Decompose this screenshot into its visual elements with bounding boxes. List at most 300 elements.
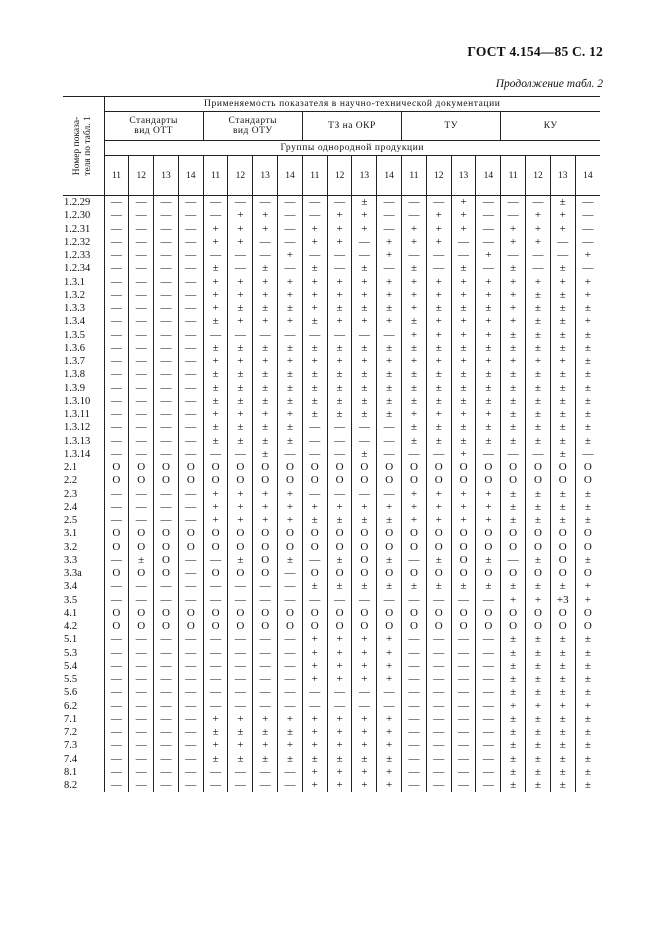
table-row [63, 633, 600, 646]
table-cell: — [129, 395, 154, 408]
table-cell: + [302, 355, 327, 368]
table-cell: ± [327, 554, 352, 567]
table-cell: — [402, 766, 427, 779]
table-cell: + [526, 223, 551, 236]
table-cell: + [377, 633, 402, 646]
table-cell: + [426, 329, 451, 342]
table-cell: O [129, 567, 154, 580]
table-row [63, 223, 600, 236]
table-cell: O [278, 607, 303, 620]
row-label: 1.3.10 [64, 395, 91, 407]
table-cell: O [327, 607, 352, 620]
table-cell: ± [402, 421, 427, 434]
table-cell: — [129, 368, 154, 381]
table-cell: + [253, 355, 278, 368]
table-cell: ± [377, 395, 402, 408]
table-cell: — [377, 594, 402, 607]
table-cell: O [575, 541, 600, 554]
table-cell: — [203, 686, 228, 699]
table-cell: + [550, 209, 575, 222]
table-row [63, 276, 600, 289]
table-cell: O [451, 527, 476, 540]
table-cell: + [575, 700, 600, 713]
table-cell: ± [501, 633, 526, 646]
table-cell: O [501, 527, 526, 540]
table-cell: + [278, 289, 303, 302]
table-cell: + [402, 289, 427, 302]
table-cell: ± [352, 448, 377, 461]
table-row [63, 329, 600, 342]
table-cell: O [302, 474, 327, 487]
table-cell: — [154, 236, 179, 249]
table-cell: — [377, 329, 402, 342]
table-cell: — [154, 249, 179, 262]
table-cell: O [550, 541, 575, 554]
table-row [63, 766, 600, 779]
table-cell: ± [377, 342, 402, 355]
table-cell: O [228, 461, 253, 474]
table-cell: — [129, 726, 154, 739]
table-cell: — [476, 633, 501, 646]
row-label: 3.3 [64, 554, 78, 566]
table-cell: O [377, 474, 402, 487]
table-cell: ± [526, 713, 551, 726]
table-cell: ± [550, 448, 575, 461]
table-cell: O [476, 541, 501, 554]
table-cell: — [377, 196, 402, 210]
table-cell: ± [228, 342, 253, 355]
table-cell: — [278, 567, 303, 580]
table-cell: — [104, 766, 129, 779]
table-cell: + [228, 355, 253, 368]
table-cell: + [426, 315, 451, 328]
table-cell: — [129, 501, 154, 514]
table-cell: — [104, 262, 129, 275]
table-cell: — [129, 580, 154, 593]
table-cell: + [327, 766, 352, 779]
table-cell: ± [550, 726, 575, 739]
table-cell: + [327, 647, 352, 660]
table-cell: ± [526, 686, 551, 699]
table-cell: — [377, 700, 402, 713]
table-cell: O [377, 541, 402, 554]
table-cell: — [526, 196, 551, 210]
table-cell: + [451, 355, 476, 368]
table-cell: — [228, 262, 253, 275]
table-cell: — [203, 196, 228, 210]
table-cell: + [203, 713, 228, 726]
table-cell: O [178, 461, 203, 474]
table-row [63, 501, 600, 514]
table-cell: + [501, 289, 526, 302]
table-cell: + [327, 726, 352, 739]
table-cell: + [352, 289, 377, 302]
table-cell: + [302, 766, 327, 779]
table-cell: + [228, 289, 253, 302]
table-cell: ± [203, 368, 228, 381]
row-label: 1.3.8 [64, 369, 85, 381]
table-row [63, 474, 600, 487]
table-cell: ± [352, 262, 377, 275]
table-cell: O [228, 527, 253, 540]
table-cell: — [104, 448, 129, 461]
table-cell: O [104, 541, 129, 554]
table-cell: + [426, 355, 451, 368]
table-cell: — [426, 713, 451, 726]
table-cell: — [253, 779, 278, 792]
row-label: 1.3.3 [64, 303, 85, 315]
table-cell: O [104, 620, 129, 633]
table-cell: — [104, 435, 129, 448]
table-cell: ± [526, 673, 551, 686]
table-cell: + [228, 713, 253, 726]
table-cell: — [426, 726, 451, 739]
table-cell: — [327, 686, 352, 699]
table-cell: O [426, 541, 451, 554]
table-row [63, 342, 600, 355]
row-label: 1.2.34 [64, 263, 91, 275]
table-cell: ± [253, 368, 278, 381]
table-cell: ± [302, 315, 327, 328]
table-cell: O [203, 567, 228, 580]
table-cell: + [526, 355, 551, 368]
table-cell: O [526, 527, 551, 540]
table-cell: — [402, 700, 427, 713]
table-cell: O [575, 527, 600, 540]
table-cell: O [402, 607, 427, 620]
table-cell: ± [253, 448, 278, 461]
table-cell: + [253, 514, 278, 527]
table-cell: + [526, 209, 551, 222]
table-cell: — [129, 196, 154, 210]
table-cell: — [302, 448, 327, 461]
table-cell: — [575, 262, 600, 275]
row-label: 4.2 [64, 621, 78, 633]
table-cell: — [253, 633, 278, 646]
table-cell: + [253, 408, 278, 421]
table-cell: ± [501, 753, 526, 766]
table-cell: — [129, 289, 154, 302]
table-cell: O [501, 541, 526, 554]
table-cell: — [129, 700, 154, 713]
table-cell: ± [501, 726, 526, 739]
table-cell: O [526, 541, 551, 554]
table-cell: ± [526, 514, 551, 527]
table-cell: ± [501, 673, 526, 686]
table-cell: + [550, 355, 575, 368]
table-cell: O [327, 541, 352, 554]
table-cell: — [327, 435, 352, 448]
table-cell: ± [253, 421, 278, 434]
table-cell: — [154, 753, 179, 766]
table-cell: O [129, 541, 154, 554]
table-cell: — [129, 342, 154, 355]
table-row [63, 196, 600, 210]
table-row [63, 726, 600, 739]
table-cell: — [451, 673, 476, 686]
table-cell: — [129, 673, 154, 686]
table-cell: — [253, 686, 278, 699]
table-cell: — [402, 594, 427, 607]
table-cell: — [129, 435, 154, 448]
table-cell: — [402, 686, 427, 699]
table-cell: O [203, 541, 228, 554]
table-cell: ± [327, 368, 352, 381]
row-label: 1.3.13 [64, 435, 91, 447]
table-cell: + [501, 315, 526, 328]
table-cell: O [327, 567, 352, 580]
table-cell: O [228, 474, 253, 487]
table-cell: — [129, 355, 154, 368]
table-cell: — [426, 753, 451, 766]
table-cell: — [203, 660, 228, 673]
table-cell: — [178, 329, 203, 342]
table-cell: — [402, 647, 427, 660]
table-cell: — [178, 209, 203, 222]
table-cell: — [178, 395, 203, 408]
table-cell: + [352, 660, 377, 673]
table-cell: O [104, 607, 129, 620]
table-cell: + [327, 223, 352, 236]
table-cell: + [426, 209, 451, 222]
table-cell: O [426, 567, 451, 580]
table-cell: — [178, 488, 203, 501]
table-cell: — [154, 779, 179, 792]
table-cell: O [302, 541, 327, 554]
table-cell: — [154, 580, 179, 593]
row-label: 8.2 [64, 780, 78, 792]
table-cell: — [104, 289, 129, 302]
table-cell: — [129, 329, 154, 342]
table-cell: O [203, 474, 228, 487]
table-row [63, 368, 600, 381]
table-cell: ± [402, 435, 427, 448]
table-cell: — [278, 448, 303, 461]
table-row [63, 236, 600, 249]
table-cell: — [402, 209, 427, 222]
table-cell: — [402, 554, 427, 567]
table-cell: ± [203, 395, 228, 408]
row-label: 1.3.4 [64, 316, 85, 328]
group-header: ТЗ на ОКР [302, 112, 401, 141]
table-cell: ± [550, 329, 575, 342]
table-cell: — [402, 753, 427, 766]
row-label: 1.3.7 [64, 356, 85, 368]
table-cell: + [228, 501, 253, 514]
table-cell: — [154, 501, 179, 514]
table-cell: ± [501, 514, 526, 527]
table-cell: + [302, 633, 327, 646]
table-cell: + [352, 739, 377, 752]
table-cell: + [402, 329, 427, 342]
table-cell: ± [253, 262, 278, 275]
table-cell: O [550, 474, 575, 487]
table-cell: ± [575, 686, 600, 699]
table-cell: — [178, 594, 203, 607]
table-cell: + [377, 673, 402, 686]
table-cell: ± [352, 382, 377, 395]
table-cell: O [154, 620, 179, 633]
table-cell: + [352, 633, 377, 646]
table-cell: O [575, 461, 600, 474]
table-cell: — [253, 580, 278, 593]
table-cell: +3 [550, 594, 575, 607]
table-cell: ± [550, 289, 575, 302]
table-cell: — [476, 647, 501, 660]
table-cell: — [575, 223, 600, 236]
table-cell: — [501, 209, 526, 222]
table-cell: — [104, 739, 129, 752]
table-cell: — [501, 448, 526, 461]
table-cell: O [426, 527, 451, 540]
table-cell: — [178, 633, 203, 646]
table-cell: ± [550, 647, 575, 660]
table-cell: — [203, 329, 228, 342]
table-cell: ± [426, 554, 451, 567]
table-cell: O [476, 474, 501, 487]
table-cell: — [129, 739, 154, 752]
table-cell: ± [278, 368, 303, 381]
table-cell: O [476, 461, 501, 474]
table-cell: ± [402, 368, 427, 381]
table-cell: ± [451, 421, 476, 434]
table-cell: ± [203, 435, 228, 448]
table-cell: ± [302, 382, 327, 395]
table-cell: — [178, 779, 203, 792]
table-cell: O [501, 474, 526, 487]
table-cell: — [178, 289, 203, 302]
table-row [63, 580, 600, 593]
table-cell: ± [426, 342, 451, 355]
table-cell: — [178, 753, 203, 766]
table-cell: — [178, 686, 203, 699]
table-cell: ± [451, 580, 476, 593]
column-number: 12 [426, 156, 451, 196]
table-cell: ± [526, 647, 551, 660]
table-cell: ± [526, 302, 551, 315]
table-cell: + [451, 514, 476, 527]
table-cell: ± [501, 647, 526, 660]
table-cell: O [327, 474, 352, 487]
table-cell: — [203, 249, 228, 262]
table-cell: — [402, 196, 427, 210]
table-cell: ± [526, 329, 551, 342]
table-cell: — [402, 249, 427, 262]
table-cell: + [278, 315, 303, 328]
table-cell: O [402, 527, 427, 540]
table-cell: — [451, 700, 476, 713]
table-cell: ± [550, 753, 575, 766]
table-cell: ± [501, 395, 526, 408]
table-cell: ± [526, 739, 551, 752]
table-cell: O [278, 527, 303, 540]
table-cell: + [352, 223, 377, 236]
table-cell: — [228, 448, 253, 461]
table-cell: — [352, 236, 377, 249]
table-cell: ± [575, 753, 600, 766]
table-cell: ± [501, 766, 526, 779]
row-label: 8.1 [64, 766, 78, 778]
table-cell: ± [253, 382, 278, 395]
table-cell: ± [501, 342, 526, 355]
table-cell: + [476, 315, 501, 328]
table-cell: + [302, 779, 327, 792]
row-label: 6.2 [64, 700, 78, 712]
table-cell: ± [352, 302, 377, 315]
table-cell: — [352, 594, 377, 607]
table-cell: + [501, 276, 526, 289]
table-cell: + [402, 302, 427, 315]
table-cell: ± [575, 514, 600, 527]
table-cell: + [451, 196, 476, 210]
table-cell: — [327, 249, 352, 262]
table-cell: — [104, 554, 129, 567]
table-cell: ± [228, 753, 253, 766]
table-cell: O [203, 461, 228, 474]
table-cell: + [327, 236, 352, 249]
table-cell: ± [476, 368, 501, 381]
table-cell: — [402, 779, 427, 792]
table-cell: ± [476, 580, 501, 593]
table-cell: — [302, 488, 327, 501]
table-cell: — [178, 355, 203, 368]
table-cell: — [178, 501, 203, 514]
table-cell: — [327, 262, 352, 275]
table-cell: — [129, 315, 154, 328]
table-cell: — [129, 262, 154, 275]
table-cell: O [154, 527, 179, 540]
row-label: 1.3.12 [64, 422, 91, 434]
table-cell: O [228, 567, 253, 580]
table-cell: ± [526, 408, 551, 421]
table-cell: + [228, 514, 253, 527]
table-cell: + [327, 276, 352, 289]
table-cell: ± [451, 302, 476, 315]
table-cell: O [426, 474, 451, 487]
table-cell: + [426, 514, 451, 527]
table-cell: ± [228, 368, 253, 381]
table-cell: — [501, 196, 526, 210]
table-cell: + [402, 223, 427, 236]
table-cell: — [203, 700, 228, 713]
table-cell: — [154, 276, 179, 289]
table-cell: — [352, 249, 377, 262]
table-cell: + [426, 223, 451, 236]
table-cell: O [129, 620, 154, 633]
table-cell: + [426, 276, 451, 289]
table-cell: — [476, 209, 501, 222]
table-cell: ± [402, 395, 427, 408]
column-number: 11 [402, 156, 427, 196]
table-cell: ± [203, 421, 228, 434]
table-cell: — [104, 223, 129, 236]
table-cell: — [129, 633, 154, 646]
row-header-cell [63, 97, 104, 196]
table-cell: O [426, 607, 451, 620]
table-cell: — [426, 633, 451, 646]
table-cell: — [178, 196, 203, 210]
table-cell: + [302, 302, 327, 315]
table-cell: O [352, 607, 377, 620]
table-cell: — [402, 448, 427, 461]
table-cell: — [129, 408, 154, 421]
table-cell: O [154, 541, 179, 554]
table-cell: — [129, 488, 154, 501]
table-cell: — [278, 236, 303, 249]
table-cell: — [104, 673, 129, 686]
table-row [63, 567, 600, 580]
column-number: 13 [253, 156, 278, 196]
